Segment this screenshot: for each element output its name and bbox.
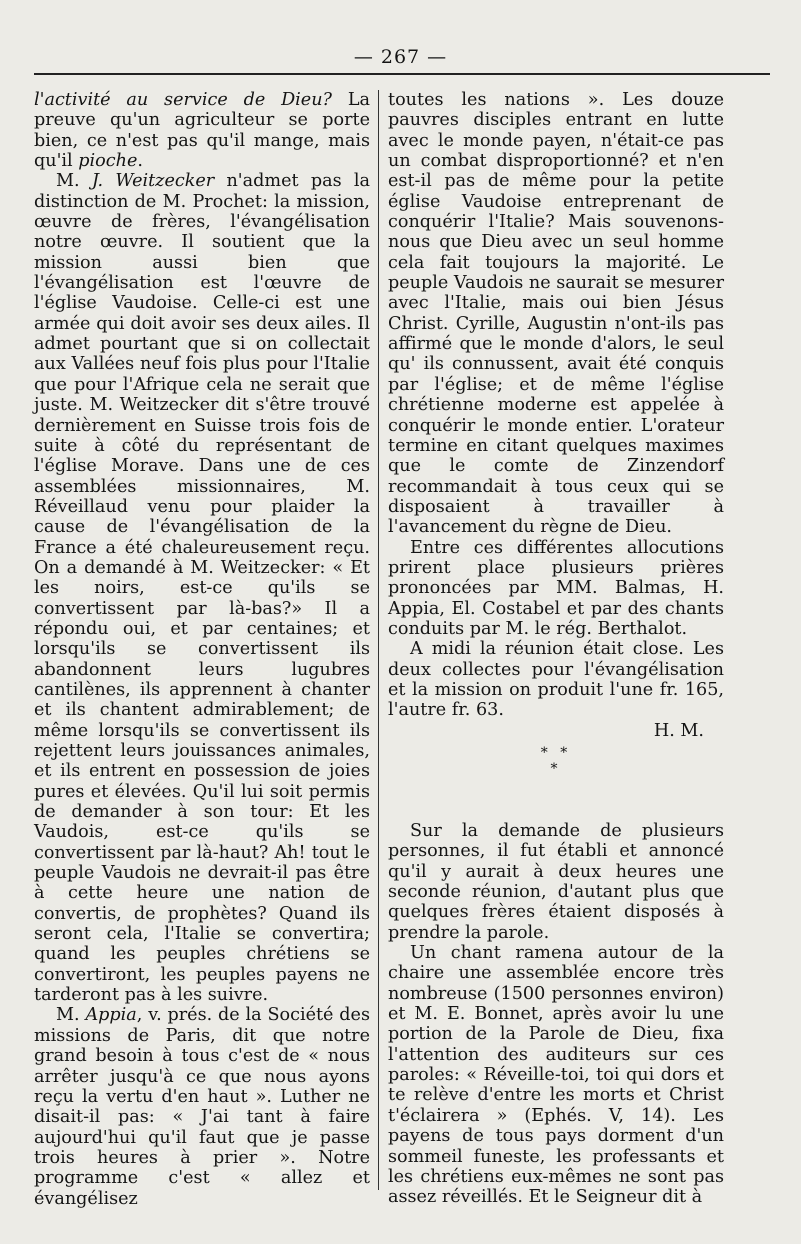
signature: H. M. — [653, 720, 704, 741]
header-rule — [34, 73, 770, 75]
paragraph-prieres: Entre ces différentes allocutions prirent place plusieurs prières prononcées par MM. Balmas, H. Appia, El. Costabel et par des chants conduits par M. le rég. Berthalot. — [388, 537, 724, 639]
italic-word: pioche — [78, 151, 138, 172]
page-number: — 267 — — [353, 46, 448, 68]
column-divider — [378, 90, 379, 1190]
separator-stars-top: * * — [540, 745, 572, 761]
speaker-prefix: M. — [56, 1005, 86, 1026]
paragraph-text: La preuve qu'un agriculteur se porte bien, ce n'est pas qu'il mange, mais qu'il — [34, 90, 370, 172]
paragraph-text: . — [137, 151, 143, 172]
paragraph-text: n'admet pas la distinction de M. Prochet: la mission, œuvre de frères, l'évangélisation notre œuvre. Il soutient que la mission aussi bien que l'évangélisation est l'œuvre de l'église Vaudoise. Celle-ci est une armée qui doit avoir ses deux ailes. Il admet pourtant que si on collectait aux Vallées neuf fois plus pour l'Italie que pour l'Afrique cela ne serait que juste. M. Weitzecker dit s'être trouvé dernièrement en Suisse trois fois de suite à côté du représentant de l'église Morave. Dans une de ces assemblées missionnaires, M. Réveillaud venu pour plaider la cause de l'évangélisation de la France a été chaleureusement reçu. On a demandé à M. Weitzecker: « Et les noirs, est-ce qu'ils se convertissent par là-bas?» Il a répondu oui, et par centaines; et lorsqu'ils se convertissent ils abandonnent leurs lugubres cantilènes, ils apprennent à chanter et ils chantent admirablement; de même lorsqu'ils se convertissent ils rejettent leurs jouissances animales, et ils entrent en possession de joies pures et élevées. Qu'il lui soit permis de demander à son tour: Et les Vaudois, est-ce qu'ils se convertissent par là-haut? Ah! tout le peuple Vaudois ne devrait-il pas être à cette heure une nation de convertis, de prophètes? Quand ils seront cela, l'Italie se convertira; quand les peuples chrétiens se convertiront, les peuples payens ne tarderont pas à les suivre. — [34, 171, 370, 1006]
paragraph-appia — [34, 1005, 370, 1208]
right-column — [388, 90, 724, 1208]
paragraph-midi: A midi la réunion était close. Les deux collectes pour l'évangélisation et la mission on produit l'une fr. 165, l'autre fr. 63. — [388, 639, 724, 721]
separator-star-bottom: * — [550, 761, 562, 777]
paragraph-weitzecker — [34, 171, 370, 1005]
section-separator — [388, 745, 724, 777]
paragraph-activite — [34, 90, 370, 171]
paragraph-nations: toutes les nations ». Les douze pauvres disciples entrant en lutte avec le monde payen, n'était-ce pas un combat disproportionné? et n'en est-il pas de même pour la petite église Vaudoise entreprenant de conquérir l'Italie? Mais souvenons-nous que Dieu avec un seul homme cela fait toujours la majorité. Le peuple Vaudois ne saurait se mesurer avec l'Italie, mais oui bien Jésus Christ. Cyrille, Augustin n'ont-ils pas affirmé que le monde d'alors, le seul qu' ils connussent, avait été conquis par l'église; et de même l'église chrétienne moderne est appelée à conquérir le monde entier. L'orateur termine en citant quelques maximes que le comte de Zinzendorf recommandait à tous ceux qui se disposaient à travailler à l'avancement du règne de Dieu. — [388, 90, 725, 538]
paragraph-text: , v. prés. de la Société des missions de Paris, dit que notre grand besoin à tous c'est de « nous arrêter jusqu'à ce que nous ayons reçu la vertu d'en haut ». Luther ne disait-il pas: « J'ai tant à faire aujourd'hui qu'il faut que je passe trois heures à prier ». Notre programme c'est « allez et évangélisez — [34, 1005, 371, 1209]
speaker-prefix: M. — [56, 171, 92, 192]
speaker-name: J. Weitzecker — [91, 171, 215, 192]
paragraph-demande: Sur la demande de plusieurs personnes, il fut établi et annoncé qu'il y aurait à deux heures une seconde réunion, d'autant plus que quelques frères étaient disposés à prendre la parole. — [388, 821, 724, 943]
left-column — [34, 90, 370, 1209]
italic-phrase: l'activité au service de Dieu? — [34, 90, 332, 110]
paragraph-chant: Un chant ramena autour de la chaire une assemblée encore très nombreuse (1500 personnes environ) et M. E. Bonnet, après avoir lu une portion de la Parole de Dieu, fixa l'attention des auditeurs sur ces paroles: « Réveille-toi, toi qui dors et te relève d'entre les morts et Christ t'éclairera » (Ephés. V, 14). Les payens de tous pays dorment d'un sommeil funeste, les professants et les chrétiens eux-mêmes ne sont pas assez réveillés. Et le Seigneur dit à — [388, 943, 724, 1208]
speaker-name: Appia — [85, 1005, 137, 1026]
